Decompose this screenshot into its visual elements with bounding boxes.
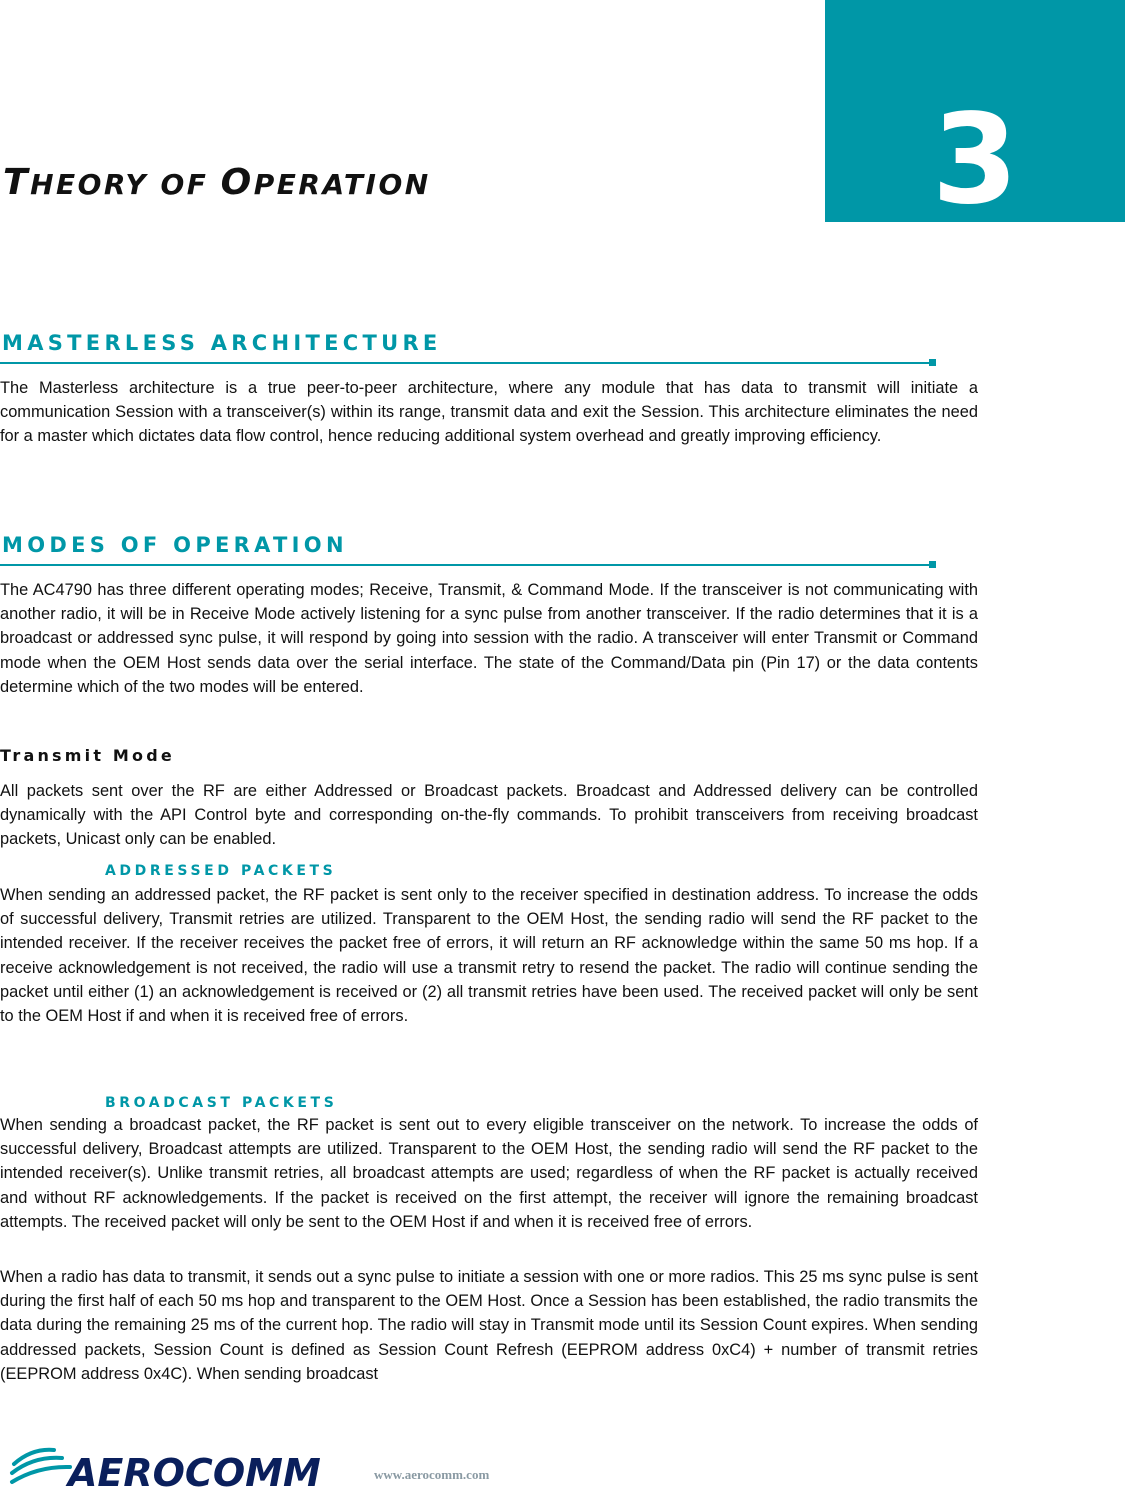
section-heading-modes: MODES OF OPERATION bbox=[2, 533, 348, 557]
aerocomm-logo bbox=[8, 1442, 363, 1492]
paragraph-addressed: When sending an addressed packet, the RF packet is sent only to the receiver specified in destination address. To increase the odds of successful delivery, Transmit retries are utilized. Transparent to the OEM Host, the sending radio will send the RF packet to the intended receiver. If the receiver receives the packet free of errors, it will return an RF acknowledge within the same 50 ms hop. If a receive acknowledgement is not received, the radio will use a transmit retry to resend the packet. The radio will continue sending the packet until either (1) an acknowledgement is received or (2) all transmit retries have been used. The received packet will only be sent to the OEM Host if and when it is received free of errors. bbox=[0, 886, 978, 1026]
logo-wordmark: AEROCOMM bbox=[68, 1451, 321, 1492]
subheading-transmit-mode: Transmit Mode bbox=[0, 746, 175, 765]
section-rule-modes bbox=[0, 564, 930, 566]
minor-heading-addressed: ADDRESSED PACKETS bbox=[105, 863, 337, 879]
footer-url[interactable]: www.aerocomm.com bbox=[374, 1467, 490, 1482]
paragraph-masterless: The Masterless architecture is a true peer-to-peer architecture, where any module that has data to transmit will initiate a communication Session with a transceiver(s) within its range, transmit data and exit the Session. This architecture eliminates the need for a master which dictates data flow control, hence reducing additional system overhead and greatly improving efficiency. bbox=[0, 379, 978, 446]
logo-wave-icon bbox=[12, 1450, 70, 1482]
paragraph-broadcast-2: When a radio has data to transmit, it sends out a sync pulse to initiate a session with one or more radios. This 25 ms sync pulse is sent during the first half of each 50 ms hop and transparent to the OEM Host. Once a Session has been established, the radio transmits the data during the remaining 25 ms of the current hop. The radio will stay in Transmit mode until its Session Count expires. When sending addressed packets, Session Count is defined as Session Count Refresh (EEPROM address 0xC4) + number of transmit retries (EEPROM address 0x4C). When sending broadcast bbox=[0, 1268, 978, 1383]
chapter-number: 3 bbox=[931, 88, 1019, 232]
section-rule-end-masterless bbox=[929, 359, 936, 366]
title-initial-t: T bbox=[3, 162, 31, 203]
paragraph-transmit-mode: All packets sent over the RF are either Addressed or Broadcast packets. Broadcast and Addressed delivery can be controlled dynamically with the API Control byte and corresponding on-the-fly commands. To prohibit transceivers from receiving broadcast packets, Unicast only can be enabled. bbox=[0, 782, 978, 849]
section-rule-masterless bbox=[0, 362, 930, 364]
minor-heading-broadcast: BROADCAST PACKETS bbox=[105, 1095, 338, 1111]
title-initial-o: O bbox=[220, 162, 254, 203]
title-part-heory-of: HEORY OF bbox=[30, 168, 221, 201]
title-part-peration: PERATION bbox=[253, 168, 431, 201]
section-rule-end-modes bbox=[929, 561, 936, 568]
chapter-tab bbox=[825, 0, 1125, 232]
paragraph-broadcast-1: When sending a broadcast packet, the RF packet is sent out to every eligible transceiver on the network. To increase the odds of successful delivery, Broadcast attempts are utilized. Transparent to the OEM Host, the sending radio will send the RF packet to the intended receiver(s). Unlike transmit retries, all broadcast attempts are used; regardless of when the RF packet is actually received and without RF acknowledgements. If the packet is received on the first attempt, the receiver will ignore the remaining broadcast attempts. The received packet will only be sent to the OEM Host if and when it is received free of errors. bbox=[0, 1116, 978, 1231]
paragraph-modes: The AC4790 has three different operating modes; Receive, Transmit, & Command Mode. If the transceiver is not communicating with another radio, it will be in Receive Mode actively listening for a sync pulse from another transceiver. If the radio determines that it is a broadcast or addressed sync pulse, it will respond by going into session with the radio. A transceiver will enter Transmit or Command mode when the OEM Host sends data over the serial interface. The state of the Command/Data pin (Pin 17) or the data contents determine which of the two modes will be entered. bbox=[0, 581, 978, 696]
section-heading-masterless: MASTERLESS ARCHITECTURE bbox=[2, 331, 442, 355]
page-title bbox=[3, 161, 431, 207]
